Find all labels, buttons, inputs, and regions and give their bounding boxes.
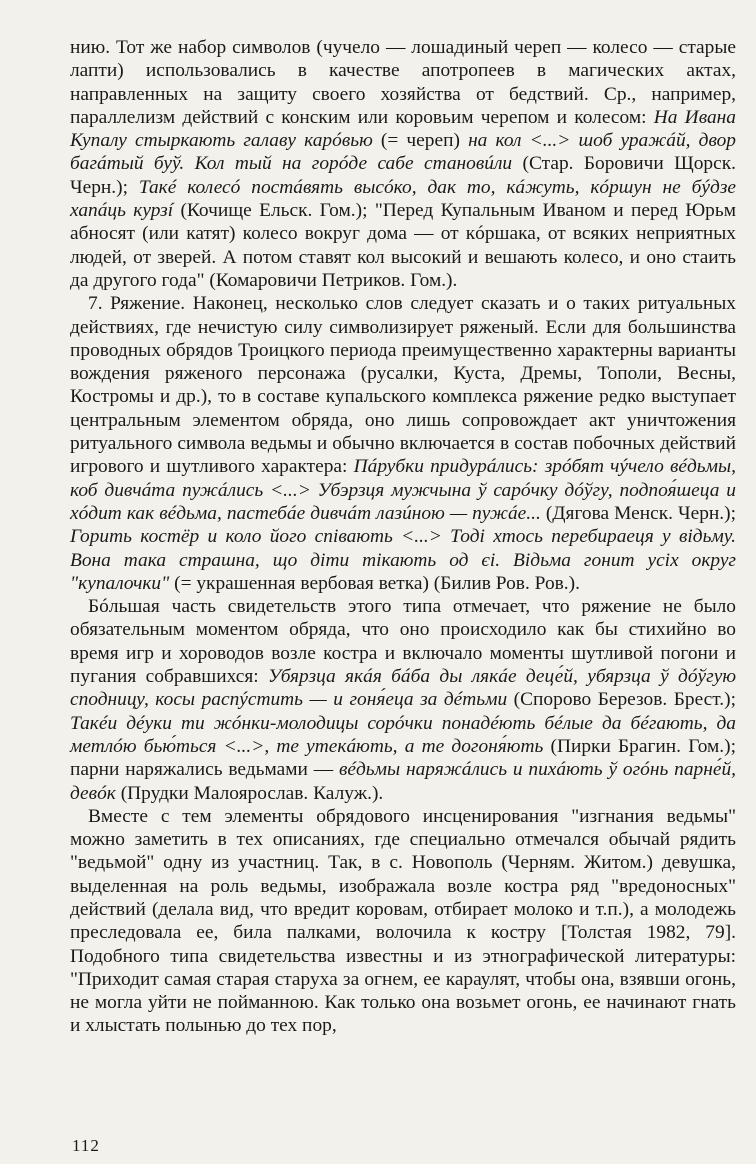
paragraph: [70, 595, 736, 805]
text-run: 7. Ряжение. Наконец, несколько слов следует сказать и о таких ритуальных действиях, где нечистую силу символизирует ряженый. Если для большинства проводных обрядов Троицкого периода преимущественно характерны варианты вождения ряженого персонажа (русалки, Куста, Дремы, Тополи, Весны, Костромы и др.), то в составе купальского комплекса ряжение редко выступает центральным элементом обряда, оно лишь сопровождает акт уничтожения ритуального символа ведьмы и обычно включается в состав побочных действий игрового и шутливого характера:: [70, 293, 736, 478]
italic-quote: вéдьмы наряжáлись и пихáють ў огóнь парне́й, девóк: [70, 759, 736, 804]
paragraph: [70, 292, 736, 595]
text-run: нию. Тот же набор символов (чучело — лошадиный череп — колесо — старые лапти) использовались в качестве апотропеев в магических актах, направленных на защиту своего хозяйства от бедствий. Ср., например, параллелизм действий с конским или коровьим черепом и колесом:: [70, 37, 736, 128]
text-run: (= череп): [372, 130, 469, 152]
italic-quote: Такé колесó постáвять высóко, дак то, кáжуть, кóршун не бýдзе хапáць курзí: [70, 176, 736, 222]
text-run: Вместе с тем элементы обрядового инсценирования "изгнания ведьмы" можно заметить в тех описаниях, где специально отмечался обычай рядить "ведьмой" одну из участниц. Так, в с. Новополь (Черням. Житом.) девушка, выделенная на роль ведьмы, изображала возле костра ряд "вредоносных" действий (делала вид, что вредит коровам, отбирает молоко и т.п.), а молодежь преследовала ее, била палками, волочила к костру [Толстая 1982, 79]. Подобного типа свидетельства известны и из этнографической литературы: "Приходит самая старая старуха за огнем, ее караулят, чтобы она, взявши огонь, не могла уйти не пойманною. Как только она возьмет огонь, ее начинают гнать и хлыстать полынью до тех пор,: [70, 805, 736, 1037]
italic-quote: На Ивана Купалу стыркають галаву карóвью: [70, 106, 736, 152]
text-run: (Прудки Малоярослав. Калуж.).: [115, 782, 384, 804]
text-run: (Кочище Ельск. Гом.); "Перед Купальным Иваном и перед Юрьм абносят (или катят) колесо вокруг дома — от кóршака, от всяких неприятных людей, от зверей. А потом ставят кол высокий и вешають колесо, и оно стаить да другого года" (Комаровичи Петриков. Гом.).: [70, 200, 736, 291]
paragraph: [70, 36, 736, 292]
text-run: (Спорово Березов. Брест.);: [507, 689, 736, 711]
text-run: (Дягова Менск. Черн.);: [540, 502, 736, 524]
text-run: (= украшенная вербовая ветка) (Билив Ров. Ров.).: [169, 572, 580, 594]
body-text: [70, 36, 736, 1038]
text-run: (Пирки Брагин. Гом.); парни наряжались ведьмами —: [70, 735, 736, 781]
italic-quote: Такéи дéуки ти жóнки-молодицы сорóчки понадéють бéлые да бéгають, да метлóю бью́ться <...>, те утекáють, а те догоня́ють: [70, 712, 736, 757]
italic-quote: Горить костёр и коло його спiвають <...> Тодi хтось перебираеця у вiдьму. Вона така страшна, що дiти тiкають од єi. Вiдьма гонит усiх округ "купалочки": [70, 526, 736, 594]
italic-quote: Убярзца якáя бáба ды лякáе деце́й, убярзца ў дóўгую сподницу, косы распýстить — и гоня́еца за дéтьми: [70, 666, 736, 711]
italic-quote: Пáрубки придурáлись: зрóбят чýчело вéдьмы, коб дивчáта пужáлись <...> Убэрзця мужчына ў сарóчку дóўгу, подпоя́шеца и хóдит как вéдьма, пастебáе дивчáт лазúною — пужáе...: [70, 456, 736, 524]
text-run: (Стар. Боровичи Щорск. Черн.);: [70, 153, 736, 198]
paragraph: [70, 805, 736, 1038]
page-number: 112: [72, 1136, 100, 1155]
text-run: Бóльшая часть свидетельств этого типа отмечает, что ряжение не было обязательным моментом обряда, что оно происходило как бы стихийно во время игр и хороводов возле костра и включало моменты шутливой погони и пугания собравшихся:: [70, 596, 736, 688]
italic-quote: на кол <...> шоб уражáй, двор багáтый буў. Кол тый на горóде сабе становúли: [70, 130, 736, 175]
